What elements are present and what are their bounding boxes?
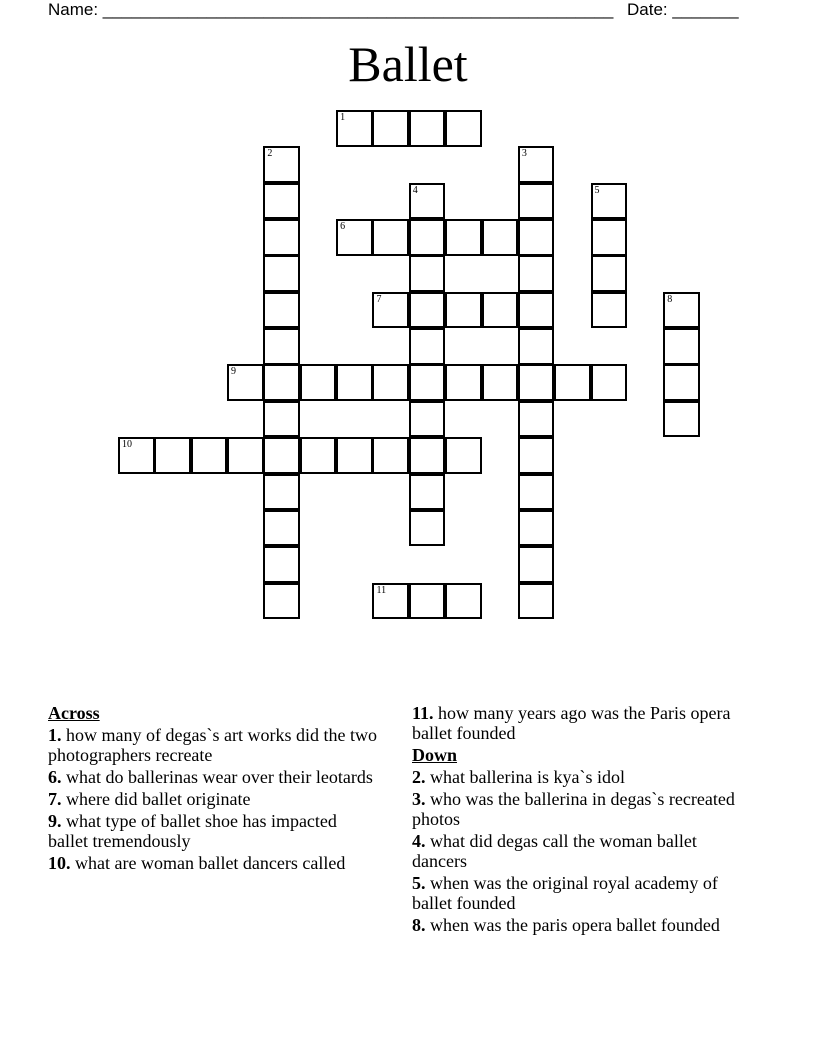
crossword-cell[interactable] bbox=[300, 364, 337, 401]
date-field[interactable]: Date: _______ bbox=[627, 0, 739, 19]
clue-text: what are woman ballet dancers called bbox=[75, 853, 346, 873]
crossword-cell[interactable] bbox=[554, 364, 591, 401]
crossword-cell[interactable] bbox=[518, 328, 555, 365]
cell-number: 10 bbox=[122, 439, 132, 451]
clue-text: what type of ballet shoe has impacted ballet tremendously bbox=[48, 811, 337, 851]
crossword-cell[interactable] bbox=[409, 110, 446, 147]
clue-text: how many of degas`s art works did the two photographers recreate bbox=[48, 725, 377, 765]
down-heading: Down bbox=[412, 745, 458, 765]
clue-item bbox=[412, 703, 742, 743]
crossword-cell[interactable] bbox=[336, 364, 373, 401]
crossword-cell[interactable] bbox=[263, 401, 300, 438]
crossword-cell[interactable] bbox=[445, 292, 482, 329]
crossword-cell[interactable] bbox=[263, 328, 300, 365]
crossword-cell[interactable] bbox=[372, 364, 409, 401]
clue-number: 1. bbox=[48, 725, 62, 745]
clue-text: where did ballet originate bbox=[66, 789, 251, 809]
clue-item bbox=[48, 811, 378, 851]
cell-number: 8 bbox=[667, 293, 673, 305]
clue-number: 10. bbox=[48, 853, 71, 873]
crossword-cell[interactable] bbox=[409, 437, 446, 474]
name-field[interactable]: Name: ______________________________________________________ bbox=[48, 0, 614, 19]
clue-number: 11. bbox=[412, 703, 434, 723]
cell-number: 7 bbox=[376, 293, 382, 305]
crossword-cell[interactable] bbox=[263, 183, 300, 220]
clue-text: how many years ago was the Paris opera ballet founded bbox=[412, 703, 731, 743]
crossword-cell[interactable] bbox=[518, 583, 555, 620]
crossword-cell[interactable] bbox=[263, 583, 300, 620]
clues-left-column bbox=[48, 703, 378, 875]
crossword-cell[interactable] bbox=[518, 437, 555, 474]
crossword-cell[interactable] bbox=[409, 401, 446, 438]
cell-number: 9 bbox=[231, 366, 237, 378]
page-title: Ballet bbox=[348, 36, 468, 92]
clue-item bbox=[48, 767, 378, 787]
clue-number: 8. bbox=[412, 915, 426, 935]
crossword-cell[interactable] bbox=[263, 437, 300, 474]
crossword-cell[interactable] bbox=[518, 364, 555, 401]
clue-item bbox=[48, 725, 378, 765]
clue-item bbox=[412, 767, 742, 787]
crossword-cell[interactable] bbox=[445, 219, 482, 256]
crossword-cell[interactable] bbox=[445, 364, 482, 401]
crossword-cell[interactable] bbox=[409, 364, 446, 401]
across-clue-list bbox=[48, 725, 378, 873]
clue-text: who was the ballerina in degas`s recreated photos bbox=[412, 789, 735, 829]
crossword-cell[interactable] bbox=[409, 183, 446, 220]
cell-number: 6 bbox=[340, 221, 346, 233]
crossword-cell[interactable] bbox=[263, 255, 300, 292]
crossword-cell[interactable] bbox=[154, 437, 191, 474]
across-heading: Across bbox=[48, 703, 100, 723]
crossword-cell[interactable] bbox=[482, 292, 519, 329]
clue-text: what do ballerinas wear over their leotards bbox=[66, 767, 373, 787]
crossword-cell[interactable] bbox=[663, 364, 700, 401]
crossword-cell[interactable] bbox=[409, 292, 446, 329]
cell-number: 4 bbox=[412, 184, 418, 196]
cell-number: 11 bbox=[376, 584, 387, 596]
crossword-cell[interactable] bbox=[263, 292, 300, 329]
clue-item bbox=[48, 789, 378, 809]
crossword-cell[interactable] bbox=[336, 219, 373, 256]
crossword-cell[interactable] bbox=[591, 219, 628, 256]
across-clue-list-continued bbox=[412, 703, 742, 743]
crossword-cell[interactable] bbox=[118, 437, 155, 474]
crossword-cell[interactable] bbox=[227, 437, 264, 474]
crossword-cell[interactable] bbox=[409, 583, 446, 620]
crossword-cell[interactable] bbox=[518, 219, 555, 256]
crossword-cell[interactable] bbox=[518, 401, 555, 438]
clue-text: when was the original royal academy of ballet founded bbox=[412, 873, 718, 913]
clue-number: 2. bbox=[412, 767, 426, 787]
clue-item bbox=[412, 831, 742, 871]
cell-number: 1 bbox=[340, 112, 346, 123]
crossword-cell[interactable] bbox=[372, 437, 409, 474]
down-clue-list bbox=[412, 767, 742, 935]
clue-number: 9. bbox=[48, 811, 62, 831]
crossword-cell[interactable] bbox=[445, 437, 482, 474]
clue-number: 3. bbox=[412, 789, 426, 809]
crossword-cell[interactable] bbox=[518, 546, 555, 583]
crossword-cell[interactable] bbox=[336, 110, 373, 147]
crossword-cell[interactable] bbox=[445, 583, 482, 620]
cell-number: 5 bbox=[594, 184, 600, 196]
crossword-cell[interactable] bbox=[263, 219, 300, 256]
crossword-cell[interactable] bbox=[263, 146, 300, 183]
clues-right-column bbox=[412, 703, 742, 937]
crossword-cell[interactable] bbox=[409, 328, 446, 365]
crossword-cell[interactable] bbox=[263, 364, 300, 401]
clue-text: when was the paris opera ballet founded bbox=[430, 915, 720, 935]
crossword-cell[interactable] bbox=[300, 437, 337, 474]
crossword-cell[interactable] bbox=[372, 292, 409, 329]
clue-text: what did degas call the woman ballet dancers bbox=[412, 831, 697, 871]
crossword-cell[interactable] bbox=[591, 292, 628, 329]
crossword-cell[interactable] bbox=[591, 364, 628, 401]
clue-item bbox=[412, 873, 742, 913]
clue-item bbox=[412, 789, 742, 829]
clue-item bbox=[48, 853, 378, 873]
clue-item bbox=[412, 915, 742, 935]
crossword-cell[interactable] bbox=[518, 183, 555, 220]
clue-number: 7. bbox=[48, 789, 62, 809]
crossword-cell[interactable] bbox=[591, 255, 628, 292]
crossword-cell[interactable] bbox=[518, 292, 555, 329]
clue-number: 6. bbox=[48, 767, 62, 787]
crossword-cell[interactable] bbox=[263, 510, 300, 547]
crossword-cell[interactable] bbox=[518, 255, 555, 292]
crossword-cell[interactable] bbox=[372, 583, 409, 620]
crossword-cell[interactable] bbox=[409, 219, 446, 256]
crossword-cell[interactable] bbox=[372, 110, 409, 147]
crossword-cell[interactable] bbox=[227, 364, 264, 401]
crossword-cell[interactable] bbox=[591, 183, 628, 220]
crossword-cell[interactable] bbox=[409, 510, 446, 547]
crossword-cell[interactable] bbox=[263, 474, 300, 511]
crossword-cell[interactable] bbox=[445, 110, 482, 147]
crossword-cell[interactable] bbox=[518, 510, 555, 547]
crossword-cell[interactable] bbox=[663, 401, 700, 438]
crossword-cell[interactable] bbox=[518, 474, 555, 511]
crossword-cell[interactable] bbox=[336, 437, 373, 474]
crossword-cell[interactable] bbox=[518, 146, 555, 183]
clue-number: 4. bbox=[412, 831, 426, 851]
crossword-cell[interactable] bbox=[663, 292, 700, 329]
crossword-cell[interactable] bbox=[191, 437, 228, 474]
clue-text: what ballerina is kya`s idol bbox=[430, 767, 625, 787]
crossword-cell[interactable] bbox=[263, 546, 300, 583]
clue-number: 5. bbox=[412, 873, 426, 893]
cell-number: 2 bbox=[267, 148, 273, 160]
crossword-cell[interactable] bbox=[409, 474, 446, 511]
cell-number: 3 bbox=[521, 148, 527, 160]
crossword-cell[interactable] bbox=[409, 255, 446, 292]
crossword-cell[interactable] bbox=[663, 328, 700, 365]
crossword-cell[interactable] bbox=[372, 219, 409, 256]
crossword-cell[interactable] bbox=[482, 364, 519, 401]
crossword-cell[interactable] bbox=[482, 219, 519, 256]
